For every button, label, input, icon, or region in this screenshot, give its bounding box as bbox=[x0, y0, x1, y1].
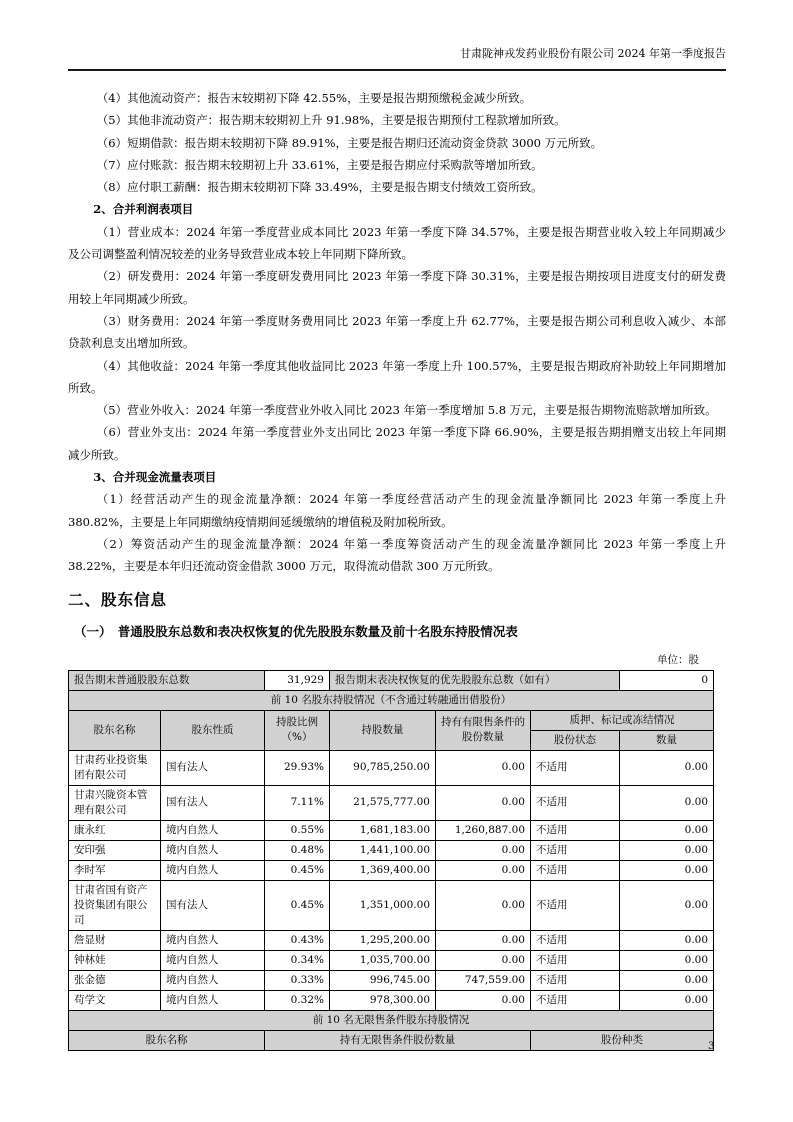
holder-nature: 境内自然人 bbox=[161, 970, 265, 990]
holder-name: 甘肃兴陇资本管理有限公司 bbox=[69, 785, 161, 820]
holder-status: 不适用 bbox=[531, 750, 620, 785]
shareholder-row-3 bbox=[69, 820, 714, 840]
profit-item-5: （5）营业外收入：2024 年第一季度营业外收入同比 2023 年第一季度增加 5.8 万元，主要是报告期物流赔款增加所致。 bbox=[96, 403, 717, 418]
holder-amount: 0.00 bbox=[620, 860, 714, 880]
header-ratio-line2: （%） bbox=[281, 731, 313, 744]
profit-item-1: （1）营业成本：2024 年第一季度营业成本同比 2023 年第一季度下降 34.57%，主要是报告期营业收入较上年同期减少及公司调整盈利情况较差的业务导致营业成本较上年同期下降所致。 bbox=[68, 224, 726, 262]
holder-status: 不适用 bbox=[531, 950, 620, 970]
holder-name: 康永红 bbox=[69, 820, 161, 840]
holder-ratio: 29.93% bbox=[265, 750, 330, 785]
header-quantity: 持股数量 bbox=[330, 710, 436, 750]
holder-status: 不适用 bbox=[531, 880, 620, 930]
shareholder-row-4 bbox=[69, 840, 714, 860]
header-nature: 股东性质 bbox=[161, 710, 265, 750]
common-holders-label: 报告期末普通股股东总数 bbox=[69, 670, 265, 690]
shareholder-subsection-title: （一） 普通股股东总数和表决权恢复的优先股股东数量及前十名股东持股情况表 bbox=[74, 623, 518, 639]
holder-status: 不适用 bbox=[531, 785, 620, 820]
balance-item-5: （5）其他非流动资产：报告期末较期初上升 91.98%，主要是报告期预付工程款增加所致。 bbox=[96, 113, 566, 128]
shareholder-section-title: 二、股东信息 bbox=[68, 589, 168, 609]
holder-ratio: 0.43% bbox=[265, 930, 330, 950]
header-restricted: 持有有限售条件的股份数量 bbox=[436, 710, 531, 750]
holder-restricted: 0.00 bbox=[436, 930, 531, 950]
header-ratio-line1: 持股比例 bbox=[276, 716, 318, 729]
holder-nature: 境内自然人 bbox=[161, 840, 265, 860]
profit-item-6: （6）营业外支出：2024 年第一季度营业外支出同比 2023 年第一季度下降 66.90%，主要是报告期捐赠支出较上年同期减少所致。 bbox=[68, 425, 726, 462]
holder-shares: 1,295,200.00 bbox=[330, 930, 436, 950]
header-pledge: 质押、标记或冻结情况 bbox=[531, 710, 714, 730]
holder-status: 不适用 bbox=[531, 840, 620, 860]
unrestricted-band-label: 前 10 名无限售条件股东持股情况 bbox=[69, 1010, 714, 1030]
preferred-holders-value: 0 bbox=[620, 670, 714, 690]
holder-status: 不适用 bbox=[531, 930, 620, 950]
holder-amount: 0.00 bbox=[620, 785, 714, 820]
shareholder-row-5 bbox=[69, 860, 714, 880]
header-ratio bbox=[265, 710, 330, 750]
shareholder-row-7 bbox=[69, 930, 714, 950]
header-amount: 数量 bbox=[620, 730, 714, 750]
page-content bbox=[68, 46, 726, 1051]
holder-amount: 0.00 bbox=[620, 950, 714, 970]
document-title: 甘肃陇神戎发药业股份有限公司 2024 年第一季度报告 bbox=[460, 47, 726, 60]
holder-shares: 90,785,250.00 bbox=[330, 750, 436, 785]
top10-band-row bbox=[69, 690, 714, 710]
header-name: 股东名称 bbox=[69, 710, 161, 750]
holder-name: 甘肃省国有资产投资集团有限公司 bbox=[69, 880, 161, 930]
balance-item-8: （8）应付职工薪酬：报告期末较期初下降 33.49%，主要是报告期支付绩效工资所致。 bbox=[96, 180, 543, 195]
balance-item-4: （4）其他流动资产：报告末较期初下降 42.55%，主要是报告期预缴税金减少所致。 bbox=[96, 91, 532, 105]
holder-nature: 境内自然人 bbox=[161, 990, 265, 1010]
holder-shares: 1,681,183.00 bbox=[330, 820, 436, 840]
holder-restricted: 1,260,887.00 bbox=[436, 820, 531, 840]
holder-name: 李时军 bbox=[69, 860, 161, 880]
holder-amount: 0.00 bbox=[620, 750, 714, 785]
holder-name: 甘肃药业投资集团有限公司 bbox=[69, 750, 161, 785]
holder-name: 苟学文 bbox=[69, 990, 161, 1010]
holder-ratio: 7.11% bbox=[265, 785, 330, 820]
holder-status: 不适用 bbox=[531, 860, 620, 880]
holder-restricted: 747,559.00 bbox=[436, 970, 531, 990]
holder-shares: 21,575,777.00 bbox=[330, 785, 436, 820]
unrestricted-band-row bbox=[69, 1010, 714, 1030]
shareholder-row-2 bbox=[69, 785, 714, 820]
holder-restricted: 0.00 bbox=[436, 750, 531, 785]
shareholder-row-10 bbox=[69, 990, 714, 1010]
holder-amount: 0.00 bbox=[620, 880, 714, 930]
holder-ratio: 0.55% bbox=[265, 820, 330, 840]
holder-name: 安印强 bbox=[69, 840, 161, 860]
holder-ratio: 0.34% bbox=[265, 950, 330, 970]
holder-nature: 境内自然人 bbox=[161, 950, 265, 970]
holder-amount: 0.00 bbox=[620, 930, 714, 950]
holder-ratio: 0.33% bbox=[265, 970, 330, 990]
holder-nature: 境内自然人 bbox=[161, 860, 265, 880]
bottom-header-type: 股份种类 bbox=[531, 1030, 714, 1050]
top10-band-label: 前 10 名股东持股情况（不含通过转融通出借股份） bbox=[69, 690, 714, 710]
holder-shares: 1,369,400.00 bbox=[330, 860, 436, 880]
shareholder-row-9 bbox=[69, 970, 714, 990]
holder-amount: 0.00 bbox=[620, 990, 714, 1010]
holder-ratio: 0.32% bbox=[265, 990, 330, 1010]
unit-label: 单位：股 bbox=[657, 653, 699, 666]
common-holders-value: 31,929 bbox=[265, 670, 330, 690]
holder-nature: 境内自然人 bbox=[161, 930, 265, 950]
holder-ratio: 0.45% bbox=[265, 880, 330, 930]
profit-item-2: （2）研发费用：2024 年第一季度研发费用同比 2023 年第一季度下降 30.31%，主要是报告期按项目进度支付的研发费用较上年同期减少所致。 bbox=[68, 269, 726, 306]
holder-shares: 1,035,700.00 bbox=[330, 950, 436, 970]
holder-restricted: 0.00 bbox=[436, 785, 531, 820]
shareholder-row-6 bbox=[69, 880, 714, 930]
cashflow-item-1: （1）经营活动产生的现金流量净额：2024 年第一季度经营活动产生的现金流量净额同比 2023 年第一季度上升 380.82%，主要是上年同期缴纳疫情期间延缓缴纳的增值税及附加税所致。 bbox=[68, 492, 726, 529]
holder-status: 不适用 bbox=[531, 820, 620, 840]
cashflow-item-2: （2）筹资活动产生的现金流量净额：2024 年第一季度筹资活动产生的现金流量净额同比 2023 年第一季度上升 38.22%，主要是本年归还流动资金借款 3000 万元，取得流动借款 300 万元所致。 bbox=[68, 536, 726, 574]
profit-section-heading: 2、合并利润表项目 bbox=[93, 202, 194, 217]
page-number: 3 bbox=[708, 1040, 715, 1052]
holder-restricted: 0.00 bbox=[436, 950, 531, 970]
header-share-status: 股份状态 bbox=[531, 730, 620, 750]
holder-status: 不适用 bbox=[531, 970, 620, 990]
holder-nature: 境内自然人 bbox=[161, 820, 265, 840]
shareholder-table bbox=[68, 670, 714, 1051]
holder-name: 詹显财 bbox=[69, 930, 161, 950]
holder-name: 钟林娃 bbox=[69, 950, 161, 970]
holder-restricted: 0.00 bbox=[436, 880, 531, 930]
holder-restricted: 0.00 bbox=[436, 860, 531, 880]
holder-restricted: 0.00 bbox=[436, 840, 531, 860]
holder-amount: 0.00 bbox=[620, 820, 714, 840]
cashflow-section-heading: 3、合并现金流量表项目 bbox=[93, 470, 217, 485]
bottom-header-row bbox=[69, 1030, 714, 1050]
holder-status: 不适用 bbox=[531, 990, 620, 1010]
profit-item-3: （3）财务费用：2024 年第一季度财务费用同比 2023 年第一季度上升 62.77%，主要是报告期公司利息收入减少、本部贷款利息支出增加所致。 bbox=[68, 313, 726, 351]
bottom-header-name: 股东名称 bbox=[69, 1030, 265, 1050]
bottom-header-quantity: 持有无限售条件股份数量 bbox=[265, 1030, 531, 1050]
holder-amount: 0.00 bbox=[620, 970, 714, 990]
holder-amount: 0.00 bbox=[620, 840, 714, 860]
holder-name: 张金德 bbox=[69, 970, 161, 990]
holder-nature: 国有法人 bbox=[161, 880, 265, 930]
balance-item-7: （7）应付账款：报告期末较期初上升 33.61%，主要是报告期应付采购款等增加所致。 bbox=[96, 157, 543, 172]
shareholder-row-1 bbox=[69, 750, 714, 785]
body-text bbox=[68, 87, 726, 578]
table-header-row bbox=[69, 710, 714, 730]
holder-ratio: 0.45% bbox=[265, 860, 330, 880]
profit-item-4: （4）其他收益：2024 年第一季度其他收益同比 2023 年第一季度上升 100.57%，主要是报告期政府补助较上年同期增加所致。 bbox=[68, 358, 726, 395]
preferred-holders-label: 报告期末表决权恢复的优先股股东总数（如有） bbox=[330, 670, 620, 690]
holder-shares: 978,300.00 bbox=[330, 990, 436, 1010]
totals-row bbox=[69, 670, 714, 690]
document-header bbox=[68, 46, 726, 71]
holder-shares: 996,745.00 bbox=[330, 970, 436, 990]
shareholder-row-8 bbox=[69, 950, 714, 970]
holder-nature: 国有法人 bbox=[161, 750, 265, 785]
holder-nature: 国有法人 bbox=[161, 785, 265, 820]
holder-restricted: 0.00 bbox=[436, 990, 531, 1010]
balance-item-6: （6）短期借款：报告期末较期初下降 89.91%，主要是报告期归还流动资金贷款 3000 万元所致。 bbox=[96, 135, 603, 150]
holder-shares: 1,351,000.00 bbox=[330, 880, 436, 930]
holder-shares: 1,441,100.00 bbox=[330, 840, 436, 860]
holder-ratio: 0.48% bbox=[265, 840, 330, 860]
